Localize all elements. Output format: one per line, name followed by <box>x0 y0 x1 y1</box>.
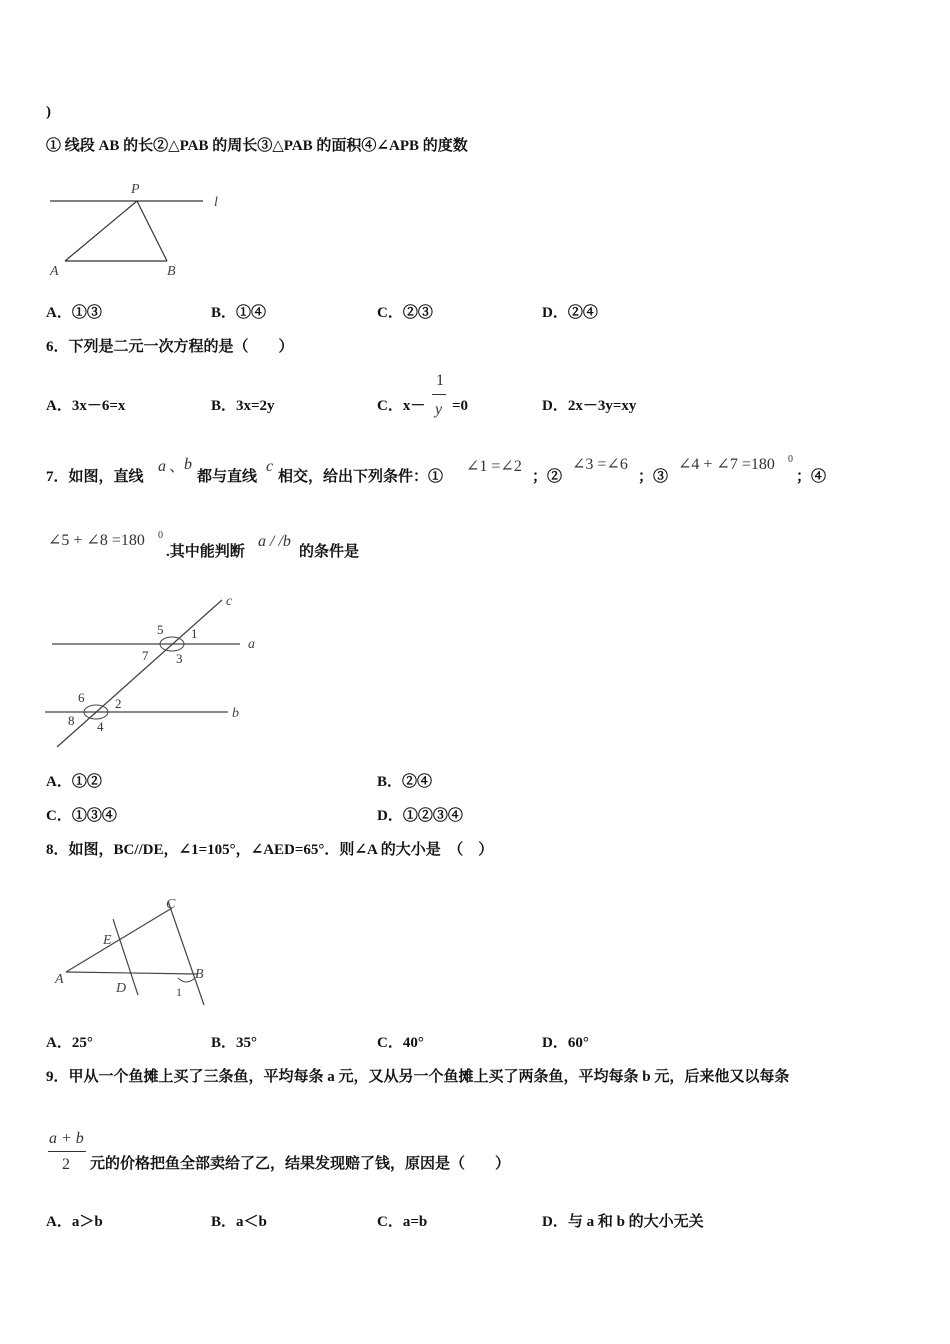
q7-angle-2: 2 <box>115 696 122 711</box>
q5-option-b: B．①④ <box>211 305 267 321</box>
q8-label-d: D <box>116 981 127 996</box>
q6-option-b: B．3x=2y <box>211 398 275 414</box>
q7-angle-7: 7 <box>142 648 149 663</box>
q6-option-a: A．3x－6=x <box>46 398 126 414</box>
q9-option-d: D．与 a 和 b 的大小无关 <box>542 1214 704 1230</box>
q7-angle-6: 6 <box>78 690 85 705</box>
q8-label-b: B <box>195 967 204 982</box>
q6-option-d: D．2x－3y=xy <box>542 398 637 414</box>
q7-cond3: ∠4 + ∠7 =180 <box>678 456 775 473</box>
q9-fraction-bar <box>48 1151 86 1152</box>
q9-option-c: C．a=b <box>377 1214 428 1230</box>
q7-cond2: ∠3 =∠6 <box>572 456 628 473</box>
q7-option-d: D．①②③④ <box>377 808 463 824</box>
q7-var-c: c <box>266 458 274 475</box>
q7-line2-tail: 的条件是 <box>299 544 360 560</box>
q7-var-b: b <box>184 456 192 473</box>
q7-semi2: ；③ <box>638 469 669 485</box>
q7-sep: 、 <box>169 458 186 475</box>
q9-tail: 元的价格把鱼全部卖给了乙，结果发现赔了钱，原因是（ ） <box>90 1156 511 1172</box>
q7-tail: 相交，给出下列条件：① <box>278 469 444 485</box>
q5-items: ① 线段 AB 的长②△PAB 的周长③△PAB 的面积④∠APB 的度数 <box>46 138 468 154</box>
q7-cond3-sup: 0 <box>788 454 793 465</box>
q9-option-a: A．a＞b <box>46 1214 103 1230</box>
q7-option-a: A．①② <box>46 774 102 790</box>
q5-option-a: A．①③ <box>46 305 102 321</box>
q7-label-a: a <box>248 637 255 652</box>
q5-label-a: A <box>50 264 59 279</box>
q7-cond4: ∠5 + ∠8 =180 <box>48 532 145 549</box>
q8-option-b: B．35° <box>211 1035 258 1051</box>
q7-cond1: ∠1 =∠2 <box>466 458 522 475</box>
q7-lead: 7．如图，直线 <box>46 469 144 485</box>
q5-label-p: P <box>131 182 140 197</box>
q6-option-c-denominator: y <box>435 401 443 418</box>
q6-option-c-prefix: C．x－ <box>377 398 426 414</box>
q6-stem: 6．下列是二元一次方程的是（ ） <box>46 339 294 355</box>
q7-angle-3: 3 <box>176 651 183 666</box>
q8-label-c: C <box>166 897 176 912</box>
q5-option-d: D．②④ <box>542 305 598 321</box>
q9-fraction-denominator: 2 <box>62 1156 70 1173</box>
q7-angle-5: 5 <box>157 622 164 637</box>
q8-option-a: A．25° <box>46 1035 93 1051</box>
q7-semi1: ；② <box>532 469 563 485</box>
q5-option-c: C．②③ <box>377 305 433 321</box>
q7-option-b: B．②④ <box>377 774 433 790</box>
q7-angle-4: 4 <box>97 719 104 734</box>
q8-angle-1: 1 <box>176 985 182 999</box>
q7-angle-8: 8 <box>68 713 75 728</box>
q7-mid: 都与直线 <box>197 469 258 485</box>
q7-var-a: a <box>158 458 166 475</box>
q7-parallel: a / /b <box>258 533 291 550</box>
q8-option-d: D．60° <box>542 1035 589 1051</box>
q8-option-c: C．40° <box>377 1035 424 1051</box>
q6-option-c-suffix: =0 <box>452 398 469 414</box>
q9-fraction-numerator: a + b <box>49 1130 84 1147</box>
q5-label-b: B <box>167 264 176 279</box>
q5-label-l: l <box>214 195 218 210</box>
q5-tail: ) <box>46 104 51 120</box>
q9-stem: 9．甲从一个鱼摊上买了三条鱼，平均每条 a 元，又从另一个鱼摊上买了两条鱼，平均每条 b 元，后来他又以每条 <box>46 1069 790 1085</box>
q8-stem: 8．如图，BC//DE，∠1=105°，∠AED=65°．则∠A 的大小是 （ ） <box>46 842 494 858</box>
q7-label-c: c <box>226 594 233 609</box>
q6-option-c-numerator: 1 <box>436 372 444 389</box>
q7-angle-1: 1 <box>191 626 198 641</box>
q7-cond4-sup: 0 <box>158 530 163 541</box>
q7-semi3: ；④ <box>796 469 827 485</box>
q7-option-c: C．①③④ <box>46 808 117 824</box>
q7-label-b: b <box>232 706 239 721</box>
q9-option-b: B．a＜b <box>211 1214 267 1230</box>
q8-label-a: A <box>55 972 64 987</box>
q8-label-e: E <box>103 933 112 948</box>
q7-line2-mid: .其中能判断 <box>166 544 245 560</box>
